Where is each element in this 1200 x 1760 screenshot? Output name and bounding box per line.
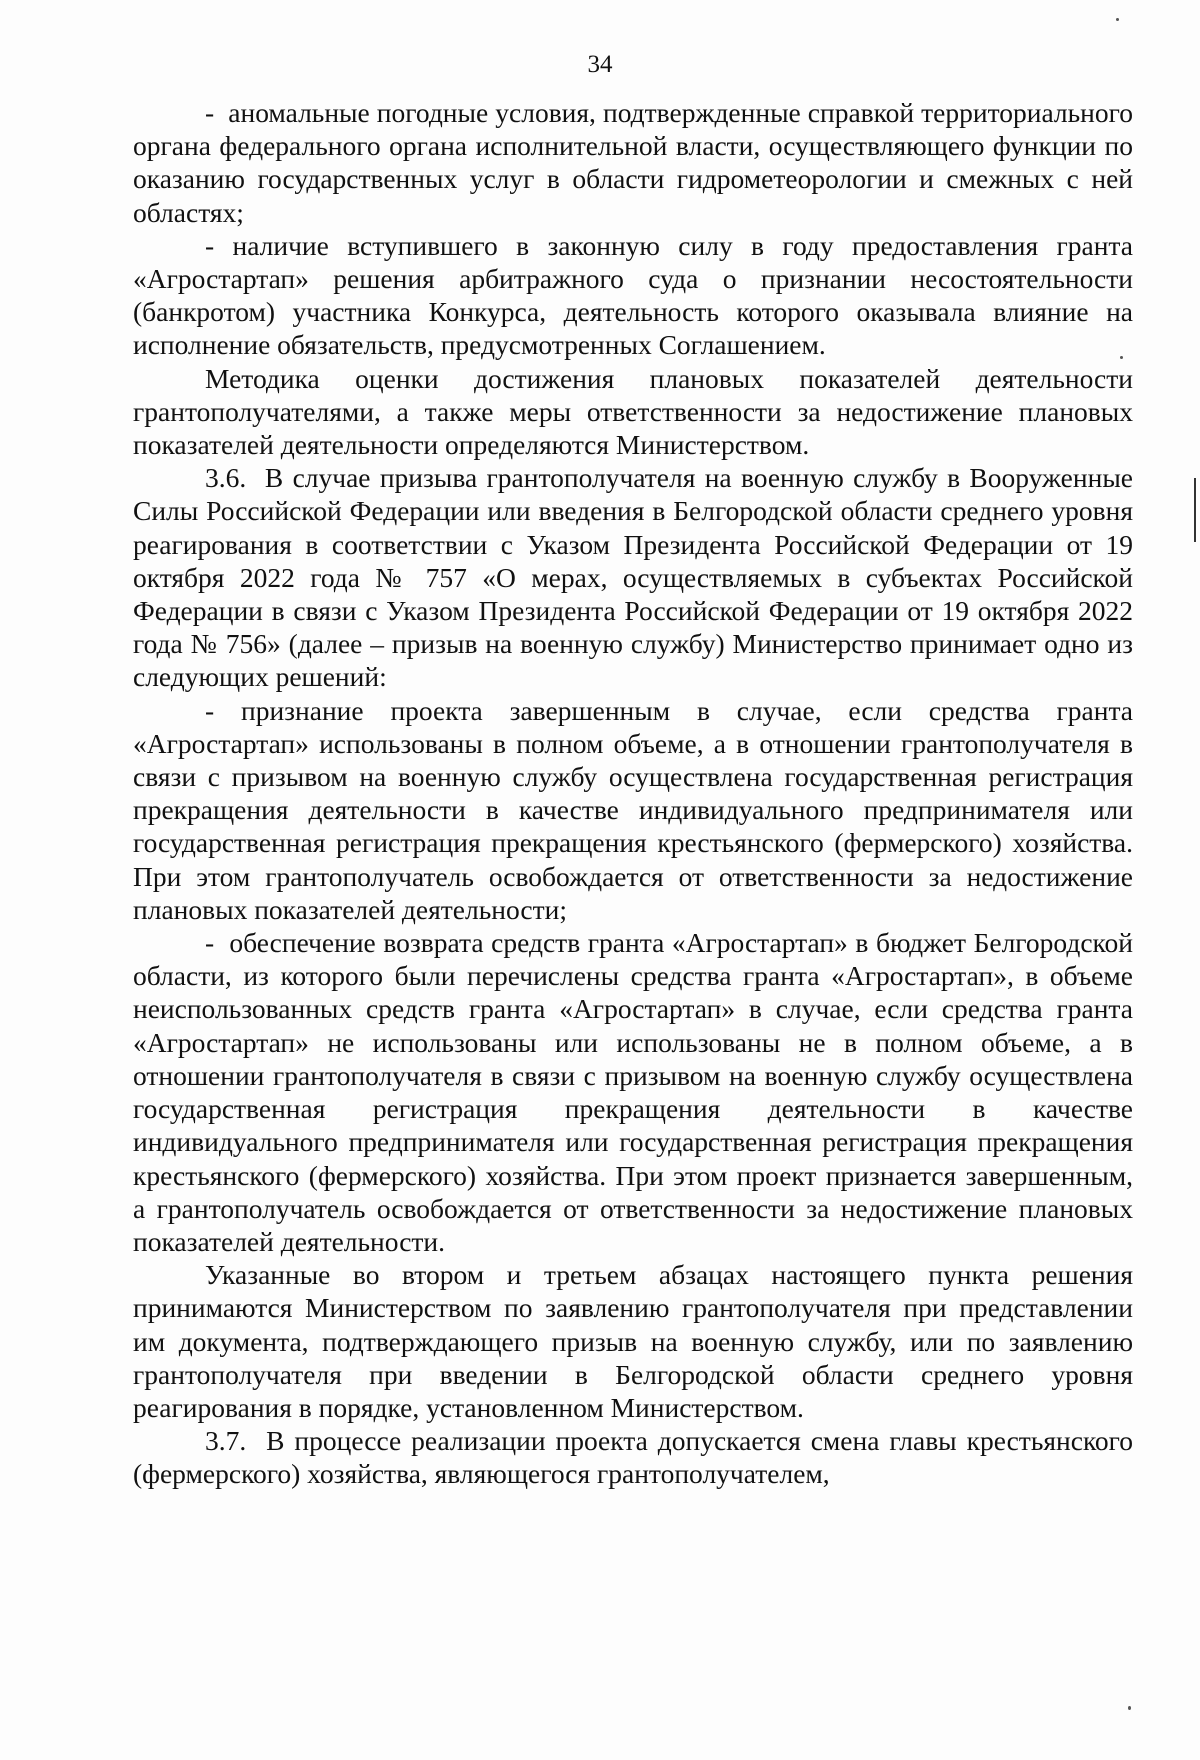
page-number: 34 bbox=[587, 51, 613, 78]
document-body bbox=[133, 96, 1133, 1491]
paragraph-bankruptcy: - наличие вступившего в законную силу в году предоставления гранта «Агростартап» решения арбитражного суда о признании несостоятельности (банкротом) участника Конкурса, деятельность которого оказывала влияние на исполнение обязательств, предусмотренных Соглашением. bbox=[133, 229, 1133, 361]
paragraph-project-completed: - признание проекта завершенным в случае, если средства гранта «Агростартап» использованы в полном объеме, а в отношении грантополучателя в связи с призывом на военную службу осуществлена государственная регистрация прекращения деятельности в качестве индивидуального предпринимателя или государственная регистрация прекращения крестьянского (фермерского) хозяйства. При этом грантополучатель освобождается от ответственности за недостижение плановых показателей деятельности; bbox=[133, 694, 1133, 925]
scan-speck bbox=[1128, 1706, 1131, 1710]
paragraph-clause-3-6: 3.6. В случае призыва грантополучателя на военную службу в Вооруженные Силы Российской Федерации или введения в Белгородской области среднего уровня реагирования в соответствии с Указом Президента Российской Федерации от 19 октября 2022 года № 757 «О мерах, осуществляемых в субъектах Российской Федерации в связи с Указом Президента Российской Федерации от 19 октября 2022 года № 756» (далее – призыв на военную службу) Министерство принимает одно из следующих решений: bbox=[133, 462, 1133, 693]
paragraph-weather-conditions: - аномальные погодные условия, подтвержденные справкой территориального органа федерального органа исполнительной власти, осуществляющего функции по оказанию государственных услуг в области гидрометеорологии и смежных с ней областях; bbox=[133, 97, 1133, 228]
paragraph-grant-return: - обеспечение возврата средств гранта «Агростартап» в бюджет Белгородской области, из которого были перечислены средства гранта «Агростартап», в объеме неиспользованных средств гранта «Агростартап» в случае, если средства гранта «Агростартап» не использованы или использованы не в полном объеме, а в отношении грантополучателя в связи с призывом на военную службу осуществлена государственная регистрация прекращения деятельности в качестве индивидуального предпринимателя или государственная регистрация прекращения крестьянского (фермерского) хозяйства. При этом проект признается завершенным, а грантополучатель освобождается от ответственности за недостижение плановых показателей деятельности. bbox=[133, 927, 1133, 1257]
scan-speck bbox=[1116, 18, 1119, 21]
paragraph-decisions: Указанные во втором и третьем абзацах настоящего пункта решения принимаются Министерством по заявлению грантополучателя при представлении им документа, подтверждающего призыв на военную службу, или по заявлению грантополучателя при введении в Белгородской области среднего уровня реагирования в порядке, установленном Министерством. bbox=[133, 1259, 1133, 1423]
paragraph-clause-3-7: 3.7. В процессе реализации проекта допускается смена главы крестьянского (фермерского) хозяйства, являющегося грантополучателем, bbox=[133, 1425, 1133, 1490]
scan-speck bbox=[1120, 356, 1123, 359]
scan-edge-mark bbox=[1194, 478, 1196, 542]
paragraph-methodology: Методика оценки достижения плановых показателей деятельности грантополучателями, а также меры ответственности за недостижение плановых показателей деятельности определяются Министерством. bbox=[133, 362, 1133, 461]
